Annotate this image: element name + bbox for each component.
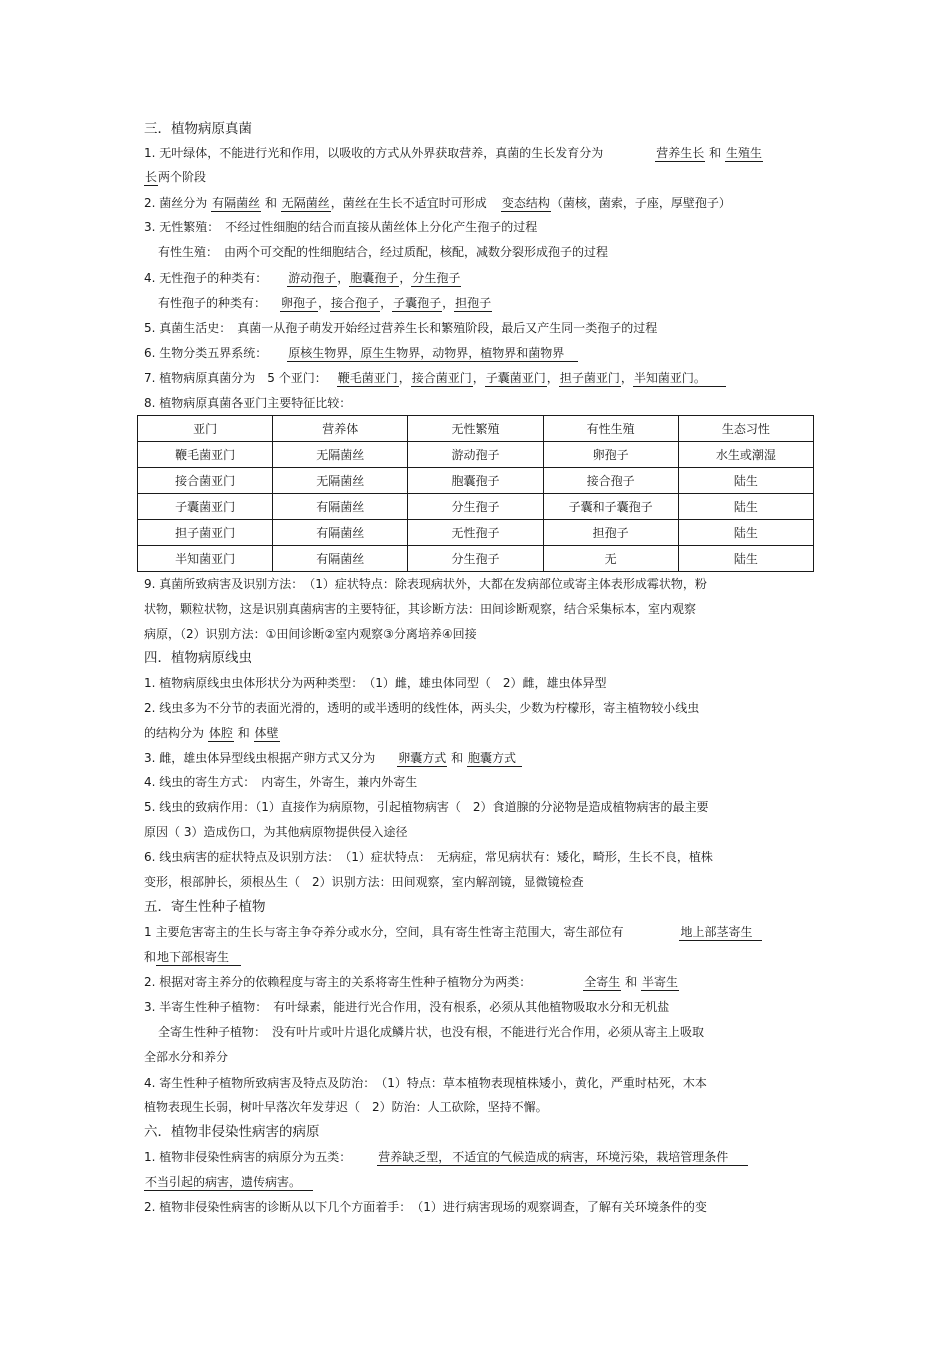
underlined-answer: 无隔菌丝 [281, 196, 330, 210]
table-cell: 有隔菌丝 [273, 520, 408, 546]
text: 1. 植物非侵染性病害的病原分为五类： [144, 1150, 352, 1164]
underlined-answer: 地上部茎寄生 [679, 925, 762, 941]
underlined-answer: 子囊菌亚门 [485, 371, 546, 385]
table-cell: 陆生 [678, 494, 813, 520]
table-cell: 接合孢子 [543, 468, 678, 494]
underlined-answer: 全寄生 [584, 975, 621, 989]
paragraph: 病原，（2）识别方法：①田间诊断②室内观察③分离培养④回接 [144, 627, 477, 641]
paragraph: 8. 植物病原真菌各亚门主要特征比较： [144, 396, 352, 410]
text: 1. 无叶绿体，不能进行光和作用，以吸收的方式从外界获取营养，真菌的生长发育分为 [144, 146, 604, 160]
paragraph: 5. 线虫的致病作用：（1）直接作为病原物，引起植物病害（ 2）食道腺的分泌物是造成植物病害的最主要 [144, 800, 709, 814]
table-cell: 卵孢子 [543, 442, 678, 468]
paragraph [144, 1149, 748, 1166]
text: 和 [625, 975, 638, 989]
text: ，菌丝在生长不适宜时可形成 [330, 196, 487, 210]
paragraph [144, 974, 679, 991]
paragraph: 有性生殖： 由两个可交配的性细胞结合，经过质配，核配，减数分裂形成孢子的过程 [158, 245, 609, 259]
underlined-answer: 接合孢子 [331, 296, 380, 310]
paragraph: 5. 真菌生活史： 真菌一从孢子萌发开始经过营养生长和繁殖阶段，最后又产生同一类孢子的过程 [144, 321, 658, 335]
table-cell: 游动孢子 [408, 442, 543, 468]
underlined-answer: 卵囊方式 [398, 751, 447, 765]
underlined-answer: 分生孢子 [412, 271, 461, 285]
table-header-cell: 生态习性 [678, 416, 813, 442]
text: 两个阶段 [158, 170, 207, 184]
table-cell: 分生孢子 [408, 546, 543, 572]
table-header-cell: 营养体 [273, 416, 408, 442]
paragraph: 9. 真菌所致病害及识别方法： （1）症状特点：除表现病状外，大都在发病部位或寄主体表形成霉状物，粉 [144, 577, 707, 591]
text: ， [546, 371, 559, 385]
table-row [138, 468, 814, 494]
table-cell: 陆生 [678, 520, 813, 546]
underlined-answer: 胞囊孢子 [350, 271, 399, 285]
paragraph: 4. 线虫的寄生方式： 内寄生，外寄生，兼内外寄生 [144, 775, 418, 789]
underlined-answer: 不当引起的病害，遗传病害。 [144, 1175, 313, 1191]
table-header-cell: 无性繁殖 [408, 416, 543, 442]
section-heading: 四．植物病原线虫 [144, 650, 252, 666]
table-cell: 无隔菌丝 [273, 468, 408, 494]
paragraph [144, 924, 762, 941]
table-cell: 担孢子 [543, 520, 678, 546]
text: ， [318, 296, 331, 310]
underlined-answer: 生殖生 [725, 146, 762, 160]
table-cell: 无隔菌丝 [273, 442, 408, 468]
table-cell: 半知菌亚门 [138, 546, 273, 572]
paragraph: 2. 线虫多为不分节的表面光滑的，透明的或半透明的线性体，两头尖，少数为柠檬形，寄主植物较小线虫 [144, 701, 700, 715]
section-heading: 三．植物病原真菌 [144, 121, 252, 137]
table-cell: 接合菌亚门 [138, 468, 273, 494]
text: 7. 植物病原真菌分为 5 个亚门： [144, 371, 327, 385]
paragraph [158, 295, 492, 312]
text: ， [620, 371, 633, 385]
table-row [138, 520, 814, 546]
table-header-row [138, 416, 814, 442]
table-cell: 有隔菌丝 [273, 494, 408, 520]
paragraph [144, 750, 522, 767]
underlined-answer: 接合菌亚门 [411, 371, 472, 385]
underlined-answer: 体壁 [254, 726, 279, 740]
table-cell: 无性孢子 [408, 520, 543, 546]
paragraph: 原因（ 3）造成伤口，为其他病原物提供侵入途径 [144, 825, 408, 839]
paragraph: 3. 半寄生性种子植物： 有叶绿素，能进行光合作用，没有根系，必须从其他植物吸取水分和无机盐 [144, 1000, 670, 1014]
text: ， [472, 371, 485, 385]
table-header-cell: 有性生殖 [543, 416, 678, 442]
paragraph: 6. 线虫病害的症状特点及识别方法： （1）症状特点： 无病症，常见病状有：矮化，畸形，生长不良，植株 [144, 850, 713, 864]
table-row [138, 546, 814, 572]
paragraph [144, 195, 731, 212]
paragraph [144, 345, 578, 362]
text: ， [337, 271, 350, 285]
section-heading: 六．植物非侵染性病害的病原 [144, 1124, 320, 1140]
text: 2. 根据对寄主养分的依赖程度与寄主的关系将寄生性种子植物分为两类： [144, 975, 532, 989]
table-cell: 无 [543, 546, 678, 572]
text: 的结构分为 [144, 726, 205, 740]
paragraph: 1. 植物病原线虫虫体形状分为两种类型： （1）雌，雄虫体同型（ 2）雌，雄虫体异型 [144, 676, 607, 690]
text: 和 [264, 196, 277, 210]
paragraph [144, 169, 206, 186]
underlined-answer: 鞭毛菌亚门 [337, 371, 398, 385]
text: 和 [237, 726, 250, 740]
table-cell: 胞囊孢子 [408, 468, 543, 494]
underlined-answer: 游动孢子 [288, 271, 337, 285]
table-cell: 子囊和子囊孢子 [543, 494, 678, 520]
text: 和 [144, 950, 157, 964]
table-cell: 水生或潮湿 [678, 442, 813, 468]
table-row [138, 494, 814, 520]
text: ， [398, 371, 411, 385]
paragraph [144, 145, 763, 162]
paragraph [144, 949, 241, 966]
text: ， [380, 296, 393, 310]
underlined-answer: 卵孢子 [281, 296, 318, 310]
paragraph [144, 270, 461, 287]
underlined-answer: 有隔菌丝 [212, 196, 261, 210]
paragraph: 3. 无性繁殖： 不经过性细胞的结合而直接从菌丝体上分化产生孢子的过程 [144, 220, 538, 234]
text: 3. 雌，雄虫体异型线虫根据产卵方式又分为 [144, 751, 376, 765]
text: （菌核，菌索，子座，厚壁孢子） [550, 196, 731, 210]
paragraph [144, 725, 280, 742]
text: 6. 生物分类五界系统： [144, 346, 268, 360]
paragraph: 状物，颗粒状物，这是识别真菌病害的主要特征，其诊断方法：田间诊断观察，结合采集标本，室内观察 [144, 602, 697, 616]
table-cell: 有隔菌丝 [273, 546, 408, 572]
paragraph: 2. 植物非侵染性病害的诊断从以下几个方面着手： （1）进行病害现场的观察调查，了解有关环境条件的变 [144, 1200, 707, 1214]
underlined-answer: 长 [145, 170, 158, 184]
underlined-answer: 原核生物界，原生生物界，动物界，植物界和菌物界 [287, 346, 578, 362]
text: 4. 无性孢子的种类有： [144, 271, 268, 285]
underlined-answer: 变态结构 [501, 196, 550, 210]
text: ， [399, 271, 412, 285]
underlined-answer: 担孢子 [455, 296, 492, 310]
table-cell: 鞭毛菌亚门 [138, 442, 273, 468]
underlined-answer: 半知菌亚门。 [633, 371, 726, 387]
paragraph: 全寄生性种子植物： 没有叶片或叶片退化成鳞片状，也没有根，不能进行光合作用，必须从寄主上吸取 [158, 1025, 705, 1039]
underlined-answer: 不适宜的气候造成的病害，环境污染，栽培管理条件 [451, 1150, 748, 1166]
text: 和 [709, 146, 722, 160]
table-cell: 陆生 [678, 546, 813, 572]
table-header-cell: 亚门 [138, 416, 273, 442]
underlined-answer: 半寄生 [641, 975, 678, 989]
text: 有性孢子的种类有： [158, 296, 267, 310]
paragraph [144, 1174, 313, 1191]
paragraph [144, 370, 726, 387]
section-heading: 五．寄生性种子植物 [144, 899, 266, 915]
underlined-answer: 子囊孢子 [393, 296, 442, 310]
underlined-answer: 营养缺乏型， [378, 1150, 451, 1164]
subdivision-comparison-table [137, 415, 814, 572]
paragraph: 全部水分和养分 [144, 1050, 229, 1064]
paragraph: 变形，根部肿长，须根丛生（ 2）识别方法：田间观察，室内解剖镜，显微镜检查 [144, 875, 584, 889]
text: ， [442, 296, 455, 310]
underlined-answer: 体腔 [208, 726, 233, 740]
underlined-answer: 担子菌亚门 [559, 371, 620, 385]
text: 1 主要危害寄主的生长与寄主争夺养分或水分，空间，具有寄生性寄主范围大，寄生部位有 [144, 925, 624, 939]
table-cell: 担子菌亚门 [138, 520, 273, 546]
text: 2. 菌丝分为 [144, 196, 208, 210]
table-row [138, 442, 814, 468]
table-cell: 分生孢子 [408, 494, 543, 520]
table-cell: 子囊菌亚门 [138, 494, 273, 520]
underlined-answer: 胞囊方式 [467, 751, 522, 767]
paragraph: 植物表现生长弱，树叶早落次年发芽迟（ 2）防治：人工砍除，坚持不懈。 [144, 1100, 548, 1114]
underlined-answer: 营养生长 [656, 146, 705, 160]
table-cell: 陆生 [678, 468, 813, 494]
underlined-answer: 地下部根寄生 [156, 950, 241, 966]
text: 和 [451, 751, 464, 765]
paragraph: 4. 寄生性种子植物所致病害及特点及防治： （1）特点：草本植物表现植株矮小，黄化，严重时枯死，木本 [144, 1076, 707, 1090]
